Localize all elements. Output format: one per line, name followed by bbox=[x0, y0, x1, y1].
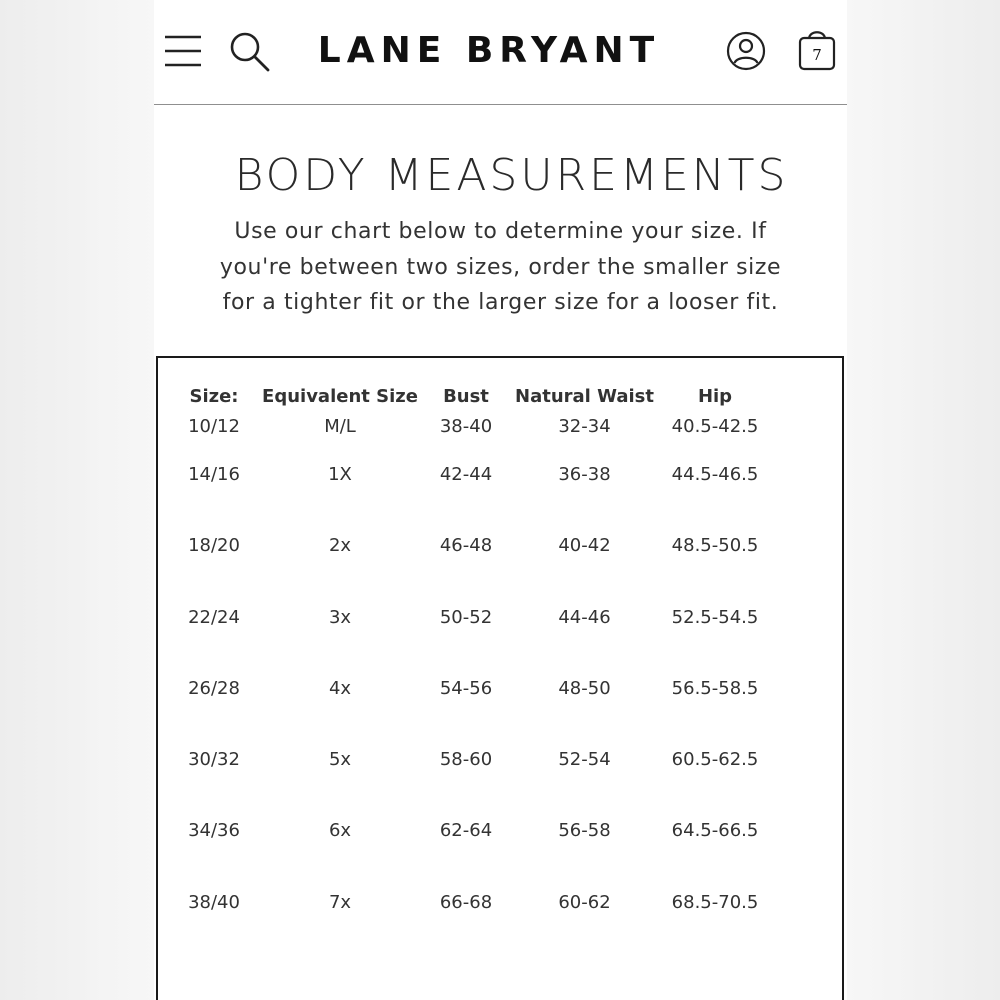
cell-natural-waist: 48-50 bbox=[558, 677, 611, 699]
cell-bust: 58-60 bbox=[439, 749, 493, 771]
cell-hip: 56.5-58.5 bbox=[671, 677, 759, 699]
cell-size: 10/12 bbox=[188, 416, 240, 437]
table-row bbox=[178, 531, 763, 602]
account-icon[interactable] bbox=[726, 31, 766, 71]
column-header-size: Size: bbox=[189, 385, 239, 407]
cell-equivalent-size: 1X bbox=[328, 464, 352, 485]
cell-equivalent-size: 5x bbox=[328, 749, 352, 771]
table-row bbox=[178, 816, 763, 887]
cell-natural-waist: 44-46 bbox=[558, 606, 611, 628]
cell-natural-waist: 56-58 bbox=[558, 820, 611, 842]
cell-size: 34/36 bbox=[188, 820, 240, 842]
size-chart bbox=[156, 356, 844, 1000]
cell-natural-waist: 40-42 bbox=[558, 535, 611, 557]
table-row bbox=[178, 460, 763, 531]
column-header-bust: Bust bbox=[443, 385, 489, 407]
site-header bbox=[154, 0, 847, 105]
bag-count-badge: 7 bbox=[812, 46, 822, 64]
cell-size: 18/20 bbox=[188, 535, 240, 557]
column-header-hip: Hip bbox=[697, 385, 733, 407]
table-row bbox=[178, 674, 763, 745]
bag-icon[interactable] bbox=[797, 27, 837, 71]
cell-natural-waist: 52-54 bbox=[558, 749, 611, 771]
cell-natural-waist: 60-62 bbox=[558, 891, 611, 913]
intro-line: you're between two sizes, order the smaller size bbox=[219, 254, 782, 280]
cell-hip: 64.5-66.5 bbox=[671, 820, 759, 842]
table-header-row bbox=[178, 380, 763, 412]
cell-equivalent-size: 7x bbox=[328, 891, 352, 913]
cell-hip: 40.5-42.5 bbox=[671, 416, 759, 437]
table-row bbox=[178, 745, 763, 816]
table-row bbox=[178, 888, 763, 959]
cell-size: 22/24 bbox=[188, 606, 240, 628]
brand-logo[interactable]: LANE BRYANT bbox=[317, 30, 661, 71]
column-header-natural-waist: Natural Waist bbox=[515, 385, 654, 407]
search-icon[interactable] bbox=[229, 31, 271, 73]
cell-bust: 46-48 bbox=[439, 535, 493, 557]
size-table bbox=[178, 380, 763, 959]
menu-icon[interactable] bbox=[164, 34, 202, 68]
page bbox=[154, 0, 847, 1000]
intro-line: Use our chart below to determine your size. If bbox=[234, 219, 767, 244]
cell-bust: 38-40 bbox=[439, 416, 493, 437]
background-left bbox=[0, 0, 154, 1000]
cell-hip: 48.5-50.5 bbox=[671, 535, 759, 557]
intro-text bbox=[184, 214, 817, 321]
cell-bust: 50-52 bbox=[439, 606, 493, 628]
cell-hip: 44.5-46.5 bbox=[671, 464, 759, 485]
page-title: BODY MEASUREMENTS bbox=[234, 150, 789, 201]
background-right bbox=[847, 0, 1000, 1000]
cell-hip: 68.5-70.5 bbox=[671, 891, 759, 913]
cell-size: 26/28 bbox=[188, 677, 240, 699]
cell-natural-waist: 32-34 bbox=[558, 416, 611, 437]
table-row bbox=[178, 603, 763, 674]
cell-equivalent-size: 4x bbox=[328, 677, 352, 699]
cell-equivalent-size: M/L bbox=[324, 416, 356, 437]
cell-equivalent-size: 3x bbox=[328, 606, 352, 628]
cell-bust: 66-68 bbox=[439, 891, 493, 913]
column-header-equivalent-size: Equivalent Size bbox=[262, 385, 418, 407]
cell-bust: 62-64 bbox=[439, 820, 493, 842]
table-row bbox=[178, 412, 763, 460]
cell-natural-waist: 36-38 bbox=[558, 464, 611, 485]
cell-hip: 60.5-62.5 bbox=[671, 749, 759, 771]
cell-size: 14/16 bbox=[188, 464, 240, 485]
cell-equivalent-size: 2x bbox=[328, 535, 352, 557]
cell-equivalent-size: 6x bbox=[328, 820, 352, 842]
cell-bust: 54-56 bbox=[439, 677, 493, 699]
cell-hip: 52.5-54.5 bbox=[671, 606, 759, 628]
intro-line: for a tighter fit or the larger size for a looser fit. bbox=[222, 290, 779, 315]
cell-bust: 42-44 bbox=[439, 464, 493, 485]
cell-size: 30/32 bbox=[188, 749, 240, 771]
cell-size: 38/40 bbox=[188, 891, 240, 913]
